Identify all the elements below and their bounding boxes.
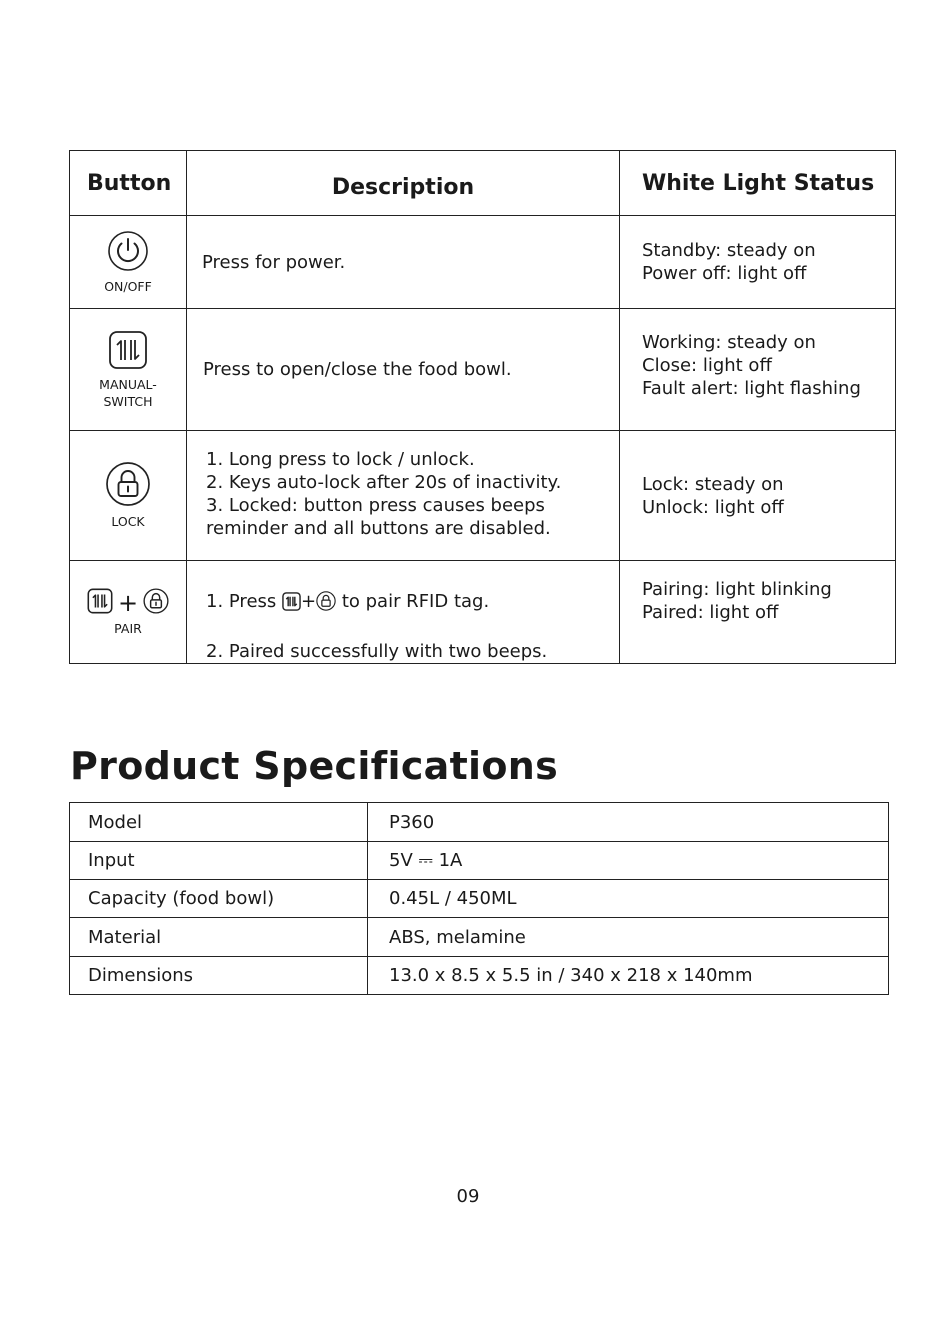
power-icon bbox=[107, 230, 149, 276]
spec-key: Model bbox=[70, 803, 368, 842]
pair-icon bbox=[87, 588, 169, 618]
button-label: PAIR bbox=[114, 620, 142, 636]
description-fragment: 1. Press bbox=[206, 591, 282, 612]
header-status: White Light Status bbox=[620, 151, 896, 216]
status-line: Fault alert: light flashing bbox=[642, 378, 861, 399]
button-cell bbox=[70, 431, 187, 561]
header-button: Button bbox=[70, 151, 187, 216]
spec-key: Capacity (food bowl) bbox=[70, 880, 368, 918]
button-label: ON/OFF bbox=[104, 278, 152, 294]
section-title: Product Specifications bbox=[70, 744, 559, 788]
status-line: Lock: steady on bbox=[642, 473, 784, 495]
status-line: Paired: light off bbox=[642, 602, 779, 623]
table-header-row bbox=[70, 151, 896, 216]
description-text: Press for power. bbox=[202, 251, 346, 273]
button-cell bbox=[70, 216, 187, 309]
button-label: MANUAL- SWITCH bbox=[99, 376, 157, 409]
table-row bbox=[70, 957, 889, 995]
status-cell bbox=[620, 216, 896, 309]
status-line: Close: light off bbox=[642, 355, 772, 376]
button-label: LOCK bbox=[111, 514, 145, 529]
description-text: 1. Long press to lock / unlock. 2. Keys auto-lock after 20s of inactivity. 3. Locked: button press causes beeps reminder and all buttons are disabled. bbox=[206, 448, 562, 539]
table-row bbox=[70, 918, 889, 957]
spec-key: Dimensions bbox=[70, 957, 368, 995]
lock-icon bbox=[316, 591, 336, 617]
description-cell bbox=[187, 561, 620, 664]
spec-value: 0.45L / 450ML bbox=[368, 880, 889, 918]
status-line: Power off: light off bbox=[642, 263, 807, 284]
description-cell bbox=[187, 216, 620, 309]
button-cell bbox=[70, 309, 187, 431]
status-cell bbox=[620, 431, 896, 561]
status-text bbox=[620, 578, 895, 624]
status-cell bbox=[620, 309, 896, 431]
manual-switch-icon bbox=[87, 588, 113, 618]
plus-sign: + bbox=[301, 591, 317, 612]
description-text bbox=[187, 561, 619, 663]
spec-key: Material bbox=[70, 918, 368, 957]
table-row bbox=[70, 803, 889, 842]
table-row bbox=[70, 309, 896, 431]
table-row bbox=[70, 216, 896, 309]
spec-value: ABS, melamine bbox=[368, 918, 889, 957]
spec-value: P360 bbox=[368, 803, 889, 842]
lock-icon bbox=[105, 461, 151, 511]
description-text: Press to open/close the food bowl. bbox=[203, 359, 512, 380]
manual-switch-icon bbox=[108, 330, 148, 374]
description-line: 2. Paired successfully with two beeps. bbox=[206, 641, 548, 662]
description-fragment: to pair RFID tag. bbox=[336, 591, 490, 612]
button-cell bbox=[70, 561, 187, 664]
description-cell bbox=[187, 309, 620, 431]
plus-sign: + bbox=[117, 588, 139, 617]
header-description: Description bbox=[187, 151, 620, 216]
status-line: Working: steady on bbox=[642, 332, 816, 353]
status-line: Standby: steady on bbox=[642, 240, 816, 261]
description-cell bbox=[187, 431, 620, 561]
lock-icon bbox=[143, 588, 169, 618]
table-row bbox=[70, 431, 896, 561]
status-line: Pairing: light blinking bbox=[642, 579, 832, 600]
status-cell bbox=[620, 561, 896, 664]
specs-table bbox=[69, 802, 889, 995]
status-line: Unlock: light off bbox=[642, 496, 784, 518]
spec-key: Input bbox=[70, 842, 368, 880]
table-row bbox=[70, 880, 889, 918]
table-row bbox=[70, 842, 889, 880]
buttons-table bbox=[69, 150, 896, 664]
manual-switch-icon bbox=[282, 592, 301, 617]
spec-value: 13.0 x 8.5 x 5.5 in / 340 x 218 x 140mm bbox=[368, 957, 889, 995]
spec-value: 5V ⎓ 1A bbox=[368, 842, 889, 880]
status-text bbox=[620, 473, 895, 519]
page-number: 09 bbox=[456, 1186, 480, 1207]
status-text bbox=[620, 239, 895, 285]
status-text bbox=[620, 331, 895, 400]
table-row bbox=[70, 561, 896, 664]
description-line bbox=[206, 591, 489, 612]
